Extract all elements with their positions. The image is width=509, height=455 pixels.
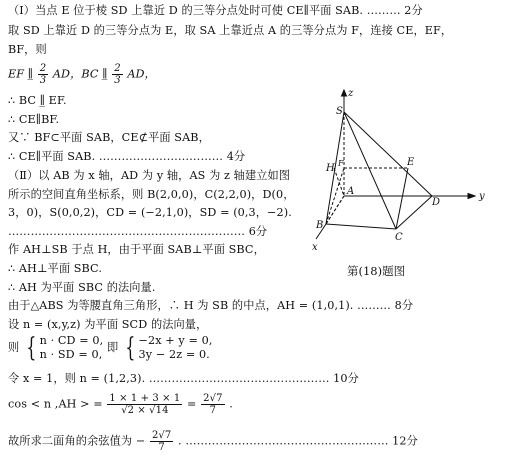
text-line-5	[8, 94, 67, 108]
left-brace: {	[26, 333, 37, 363]
label-b: B	[316, 220, 324, 231]
system-eq-1: n · CD = 0,	[39, 334, 104, 347]
fraction-two-thirds-2	[112, 63, 122, 86]
text-line-12: ……………………………………………………… 6分	[8, 225, 268, 238]
z-axis-arrow	[342, 90, 347, 96]
text-line-10: 所示的空间直角坐标系，则 B(2,0,0)，C(2,2,0)，D(0，	[8, 188, 295, 201]
cos-fraction	[107, 393, 182, 416]
frac-num-2: 2	[114, 63, 121, 74]
parallel-equal-symbol: ∥̲	[27, 67, 34, 81]
label-h: H	[326, 163, 335, 174]
label-d: D	[432, 197, 441, 208]
system-eq-2: n · SD = 0,	[39, 348, 103, 361]
text-line-3: BF，则	[8, 43, 47, 56]
label-f: F	[338, 159, 344, 168]
text-line-2: 取 SD 上靠近 D 的三等分点为 E，取 SA 上靠近点 A 的三等分点为 F，连接 CE，EF，	[8, 24, 453, 37]
y-axis-arrow	[468, 194, 475, 199]
text-line-17: 设 n = (x,y,z) 为平面 SCD 的法向量，	[8, 318, 208, 331]
answer-den: 7	[158, 442, 165, 453]
label-x: x	[312, 242, 318, 253]
ef-end-label: EF.	[48, 94, 67, 107]
answer-label: 故所求二面角的余弦值为 −	[8, 434, 146, 448]
answer-fraction	[150, 430, 173, 453]
frac-den-2: 3	[114, 75, 121, 86]
segment-bf	[326, 168, 344, 224]
label-c: C	[395, 232, 403, 243]
answer-tail: . ……………………………………………… 12分	[178, 434, 418, 448]
text-line-1: （Ⅰ）当点 E 位于棱 SD 上靠近 D 的三等分点处时可使 CE∥平面 SAB. ……… 2分	[8, 4, 423, 17]
text-line-13: 作 AH⊥SB 于点 H，由于平面 SAB⊥平面 SBC，	[8, 243, 265, 256]
figure-caption: 第(18)题图	[347, 264, 406, 278]
ad-bc-label: AD，BC	[52, 67, 99, 81]
frac-den: 3	[39, 75, 47, 86]
vector-system	[40, 334, 104, 362]
text-line-9: （Ⅱ）以 AB 为 x 轴，AD 为 y 轴，AS 为 z 轴建立如图	[8, 169, 291, 182]
text-line-6: ∴ CE∥BF.	[8, 113, 60, 126]
ie-label: 即	[106, 341, 119, 354]
equals-sign: =	[187, 397, 197, 411]
text-line-11: 3，0)，S(0,0,2)，CD = (−2,1,0)，SD = (0,3，−2).	[8, 206, 292, 219]
text-line-8: ∴ CE∥平面 SAB. …………………………… 4分	[8, 150, 246, 163]
segment-ah	[334, 168, 344, 196]
ef-label: EF	[8, 67, 25, 81]
result-fraction	[201, 393, 224, 416]
system-eq-4: 3y − 2z = 0.	[138, 348, 210, 361]
ad-label: AD，	[127, 67, 156, 81]
label-e: E	[407, 157, 415, 168]
text-line-14: ∴ AH⊥平面 SBC.	[8, 262, 102, 275]
label-z: z	[348, 88, 354, 99]
fraction-two-thirds	[38, 63, 48, 86]
edge-sd	[344, 112, 432, 196]
answer-num: 2√7	[151, 430, 172, 441]
then-label: 则	[8, 341, 20, 354]
text-line-15: ∴ AH 为平面 SBC 的法向量.	[8, 281, 156, 294]
label-y: y	[479, 191, 485, 202]
text-line-20: cos < n ,AH > = $\frac{1 \times 1 + 3 \times 1}{√2 \times √14}$ = $\frac{2√7}{7}$ .	[8, 393, 233, 416]
geometry-figure	[300, 86, 500, 261]
left-brace-2: {	[125, 333, 136, 363]
text-line-18	[8, 334, 213, 362]
label-s: S	[336, 106, 343, 117]
text-line-21	[8, 430, 418, 453]
result-den: 7	[209, 405, 217, 416]
text-line-19: 令 x = 1，则 n = (1,2,3). ………………………………………… 10分	[8, 372, 359, 385]
parallel-equal-symbol-2: ∥̲	[102, 67, 108, 81]
edge-bc	[326, 224, 396, 229]
text-line-4	[8, 63, 156, 86]
label-a: A	[347, 186, 355, 197]
linear-system	[139, 334, 213, 362]
system-eq-3: −2x + y = 0,	[138, 334, 213, 347]
result-num: 2√7	[203, 393, 223, 404]
parallel-equal-symbol-3: ∥̲	[39, 94, 46, 107]
cos-den: √2 × √14	[121, 405, 169, 416]
edge-sc	[344, 112, 396, 229]
frac-num: 2	[39, 63, 47, 74]
bc-label: ∴ BC	[8, 94, 37, 107]
text-line-16: 由于△ABS 为等腰直角三角形，∴ H 为 SB 的中点，AH = (1,0,1). ……… 8分	[8, 299, 414, 312]
text-line-7: 又∵ BF⊂平面 SAB，CE⊄平面 SAB，	[8, 131, 210, 144]
cos-num: 1 × 1 + 3 × 1	[109, 393, 181, 404]
cos-label: cos < n ,AH > =	[8, 397, 103, 411]
